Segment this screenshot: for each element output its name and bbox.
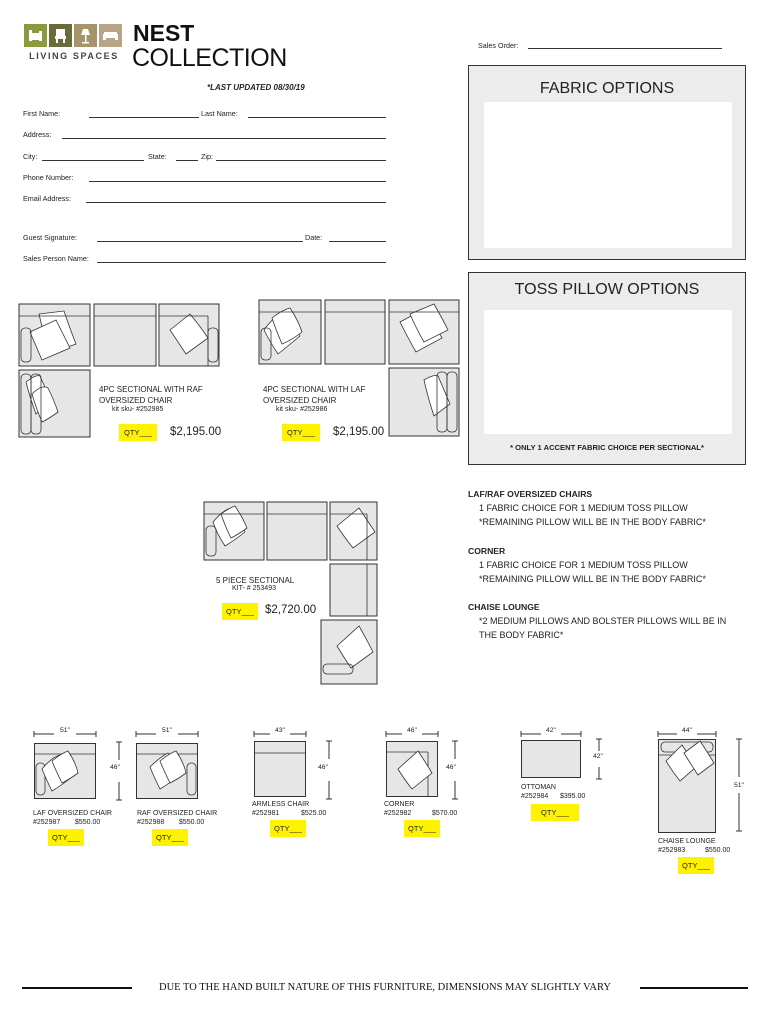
logo-tile-green bbox=[24, 24, 47, 47]
chaise-price: $550.00 bbox=[705, 847, 731, 854]
footer-rule-right bbox=[640, 987, 748, 989]
sales-person-field[interactable] bbox=[97, 262, 386, 263]
logo-tile-taupe bbox=[99, 24, 122, 47]
email-label: Email Address: bbox=[23, 194, 71, 203]
ottoman-diagram bbox=[521, 740, 581, 778]
raf-width-dim: 51" bbox=[162, 727, 172, 734]
ottoman-price: $395.00 bbox=[560, 793, 586, 800]
first-name-label: First Name: bbox=[23, 109, 61, 118]
address-label: Address: bbox=[23, 130, 52, 139]
footer-rule-left bbox=[22, 987, 132, 989]
sectional-1-sku: kit sku- #252985 bbox=[112, 406, 164, 413]
laf-price: $550.00 bbox=[75, 819, 101, 826]
laf-sku: #252987 bbox=[33, 819, 61, 826]
note-line: 1 FABRIC CHOICE FOR 1 MEDIUM TOSS PILLOW bbox=[479, 560, 688, 570]
armless-sku: #252981 bbox=[252, 810, 280, 817]
armless-width-line bbox=[254, 731, 306, 737]
signature-label: Guest Signature: bbox=[23, 233, 77, 242]
chaise-width-line bbox=[658, 731, 716, 737]
city-field[interactable] bbox=[42, 160, 144, 161]
first-name-field[interactable] bbox=[89, 117, 199, 118]
laf-width-line bbox=[34, 731, 96, 737]
corner-depth-line bbox=[452, 741, 458, 799]
state-label: State: bbox=[148, 152, 167, 161]
sectional-2-name: 4PC SECTIONAL WITH LAF OVERSIZED CHAIR bbox=[263, 385, 366, 405]
raf-width-line bbox=[136, 731, 198, 737]
fabric-options-title: FABRIC OPTIONS bbox=[539, 80, 675, 97]
last-updated: *LAST UPDATED 08/30/19 bbox=[207, 83, 305, 92]
toss-pillow-area[interactable] bbox=[484, 310, 732, 434]
note-heading-chaise: CHAISE LOUNGE bbox=[468, 602, 540, 612]
fabric-options-box bbox=[468, 65, 746, 260]
collection-title-line1: NEST bbox=[133, 20, 195, 46]
note-line: THE BODY FABRIC* bbox=[479, 630, 564, 640]
ottoman-sku: #252984 bbox=[521, 793, 549, 800]
corner-width-dim: 46" bbox=[407, 727, 417, 734]
sectional-2-sku: kit sku- #252986 bbox=[276, 406, 328, 413]
sofa-icon bbox=[99, 24, 122, 47]
zip-field[interactable] bbox=[216, 160, 386, 161]
corner-price: $570.00 bbox=[432, 810, 458, 817]
ottoman-name: OTTOMAN bbox=[521, 784, 556, 791]
note-line: *REMAINING PILLOW WILL BE IN THE BODY FABRIC* bbox=[479, 517, 706, 527]
raf-sku: #252988 bbox=[137, 819, 165, 826]
chaise-depth-dim: 51" bbox=[734, 782, 744, 789]
email-field[interactable] bbox=[86, 202, 386, 203]
raf-price: $550.00 bbox=[179, 819, 205, 826]
logo-tile-tan bbox=[74, 24, 97, 47]
note-line: *REMAINING PILLOW WILL BE IN THE BODY FABRIC* bbox=[479, 574, 706, 584]
armless-chair-diagram bbox=[254, 741, 306, 797]
logo-wordmark: LIVING SPACES bbox=[29, 51, 119, 61]
sectional-3-price: $2,720.00 bbox=[265, 604, 317, 616]
sectional-1-name: 4PC SECTIONAL WITH RAF OVERSIZED CHAIR bbox=[99, 385, 203, 405]
bed-icon bbox=[24, 24, 47, 47]
ottoman-width-line bbox=[521, 731, 581, 737]
armless-width-dim: 43" bbox=[275, 727, 285, 734]
armless-qty[interactable]: QTY___ bbox=[270, 820, 306, 837]
signature-field[interactable] bbox=[97, 241, 303, 242]
ottoman-width-dim: 42" bbox=[546, 727, 556, 734]
phone-label: Phone Number: bbox=[23, 173, 74, 182]
sectional-3-name: 5 PIECE SECTIONAL bbox=[216, 576, 295, 585]
corner-sku: #252982 bbox=[384, 810, 412, 817]
state-field[interactable] bbox=[176, 160, 198, 161]
date-field[interactable] bbox=[329, 241, 386, 242]
sectional-2-price: $2,195.00 bbox=[333, 426, 385, 438]
note-heading-corner: CORNER bbox=[468, 546, 506, 556]
laf-depth-line bbox=[116, 742, 122, 800]
footer-note: DUE TO THE HAND BUILT NATURE OF THIS FURNITURE, DIMENSIONS MAY SLIGHTLY VARY bbox=[159, 982, 611, 993]
corner-name: CORNER bbox=[384, 801, 415, 808]
sectional-3-diagram bbox=[203, 500, 378, 686]
date-label: Date: bbox=[305, 233, 323, 242]
chaise-depth-line bbox=[736, 739, 742, 831]
raf-chair-diagram bbox=[136, 743, 198, 799]
laf-chair-diagram bbox=[34, 743, 96, 799]
armless-name: ARMLESS CHAIR bbox=[252, 801, 310, 808]
sectional-2-qty[interactable]: QTY___ bbox=[282, 424, 320, 441]
corner-width-line bbox=[386, 731, 438, 737]
last-name-label: Last Name: bbox=[201, 109, 238, 118]
corner-diagram bbox=[386, 741, 438, 797]
laf-width-dim: 51" bbox=[60, 727, 70, 734]
sectional-3-qty[interactable]: QTY___ bbox=[222, 603, 258, 620]
sales-person-label: Sales Person Name: bbox=[23, 254, 89, 263]
sectional-1-diagram bbox=[18, 304, 218, 440]
sectional-1-qty[interactable]: QTY___ bbox=[119, 424, 157, 441]
sectional-1-price: $2,195.00 bbox=[170, 426, 222, 438]
note-line: *2 MEDIUM PILLOWS AND BOLSTER PILLOWS WILL BE IN bbox=[479, 616, 727, 626]
sectional-3-sku: KIT- # 253493 bbox=[232, 585, 276, 592]
raf-qty[interactable]: QTY___ bbox=[152, 829, 188, 846]
chair-icon bbox=[49, 24, 72, 47]
toss-pillow-title: TOSS PILLOW OPTIONS bbox=[514, 281, 700, 298]
armless-depth-line bbox=[326, 741, 332, 799]
phone-field[interactable] bbox=[89, 181, 386, 182]
logo bbox=[24, 24, 124, 64]
ottoman-depth-dim: 42" bbox=[593, 753, 603, 760]
chaise-diagram bbox=[658, 739, 716, 833]
last-name-field[interactable] bbox=[248, 117, 386, 118]
chaise-qty[interactable]: QTY___ bbox=[678, 857, 714, 874]
collection-title-line2: COLLECTION bbox=[132, 44, 287, 72]
note-heading-chairs: LAF/RAF OVERSIZED CHAIRS bbox=[468, 489, 593, 499]
sectional-2-diagram bbox=[258, 300, 462, 438]
chaise-width-dim: 44" bbox=[682, 727, 692, 734]
chaise-sku: #252983 bbox=[658, 847, 686, 854]
lamp-icon bbox=[74, 24, 97, 47]
toss-pillow-box bbox=[468, 272, 746, 465]
ottoman-qty[interactable]: QTY___ bbox=[531, 804, 579, 821]
note-line: 1 FABRIC CHOICE FOR 1 MEDIUM TOSS PILLOW bbox=[479, 503, 688, 513]
corner-depth-dim: 46" bbox=[446, 764, 456, 771]
ottoman-depth-line bbox=[596, 739, 602, 779]
chaise-name: CHAISE LOUNGE bbox=[658, 838, 716, 845]
accent-note: * ONLY 1 ACCENT FABRIC CHOICE PER SECTIONAL* bbox=[510, 443, 704, 452]
sales-order-label: Sales Order: bbox=[478, 41, 519, 50]
corner-qty[interactable]: QTY___ bbox=[404, 820, 440, 837]
laf-depth-dim: 46" bbox=[110, 764, 120, 771]
armless-price: $525.00 bbox=[301, 810, 327, 817]
address-field[interactable] bbox=[62, 138, 386, 139]
logo-tile-olive bbox=[49, 24, 72, 47]
zip-label: Zip: bbox=[201, 152, 213, 161]
raf-name: RAF OVERSIZED CHAIR bbox=[137, 810, 218, 817]
armless-depth-dim: 46" bbox=[318, 764, 328, 771]
fabric-options-area[interactable] bbox=[484, 102, 732, 248]
sales-order-field[interactable] bbox=[528, 48, 722, 49]
laf-qty[interactable]: QTY___ bbox=[48, 829, 84, 846]
city-label: City: bbox=[23, 152, 38, 161]
laf-name: LAF OVERSIZED CHAIR bbox=[33, 810, 112, 817]
